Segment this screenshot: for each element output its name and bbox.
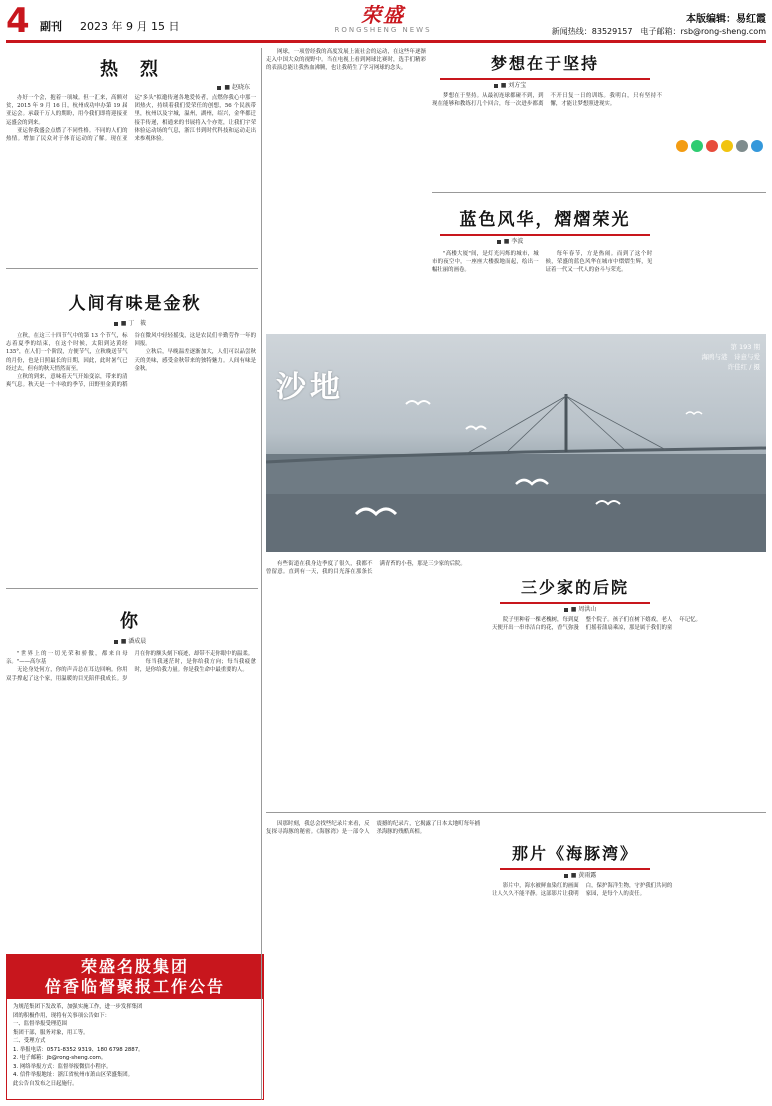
article-body-lanse bbox=[432, 250, 766, 328]
divider bbox=[266, 812, 766, 813]
article-title-lanse: 蓝色风华，熠熠荣光 bbox=[459, 210, 631, 230]
paragraph: 立秋的到来，意味着天气开始变凉，带来的清爽气息。秋天是一个丰收的季节，田野里金黄的稻谷在微风中轻轻摇曳，这是农民们辛勤劳作一年的回报。 bbox=[6, 333, 256, 389]
ball-icon bbox=[751, 140, 763, 152]
byline-text: ■ 潘成晨 bbox=[120, 638, 147, 645]
article-title-rere: 热 烈 bbox=[100, 59, 160, 80]
feature-photo bbox=[266, 334, 766, 552]
newspaper-logo bbox=[318, 4, 448, 40]
logo-text: 荣盛 bbox=[361, 4, 405, 27]
article-title-mengxiang: 梦想在于坚持 bbox=[490, 54, 599, 73]
article-byline-lanse bbox=[470, 236, 550, 246]
article-body-rere bbox=[6, 94, 256, 266]
byline-text: ■ 黄雨露 bbox=[570, 872, 597, 879]
paragraph: 立秋，在这三十四节气中的第 13 个节气，标志着夏季的结束，在这个时候，太阳到达黄经 135°，在人们一个阶段，方便节气，立秋晚送节气的月份，也是日照最长的日期，因此，此时暑气已经过去，但有的秋天悄然而至。 bbox=[6, 333, 128, 372]
article-body-mengxiang-left bbox=[266, 48, 426, 276]
paragraph: 无论身处何方，你的声音总在耳边回响。你用双手撑起了这个家，用温暖的目光陪伴我成长。岁月在你的额头刻下痕迹，却带不走你眼中的温柔。 bbox=[6, 651, 254, 682]
paragraph: 每年春节，方是热闹。而到了这个时候，荣盛的蓝色风华在城市中熠熠生辉，见证着一代又一代人的奋斗与荣光。 bbox=[545, 251, 653, 274]
promo-line: 集团干部，服务对象，用工等。 bbox=[13, 1029, 89, 1036]
paragraph: 院子里种着一棵老槐树，每到夏天便开出一串串洁白的花，香气弥漫整个院子。孩子们在树下嬉戏，老人们摇着蒲扇乘凉，那是属于我们的童年记忆。 bbox=[492, 617, 701, 632]
logo-subtext: RONGSHENG NEWS bbox=[334, 26, 432, 34]
byline-text: ■ 周洪山 bbox=[570, 606, 597, 613]
paragraph: 网球，一项曾经我的高度发展上流社会的运动，在这些年逐渐走入中国大众的视野中。当在电视上看到网球比赛时，选手们精彩的表演总能让我热血沸腾，也让我萌生了学习网球的念头。 bbox=[266, 49, 426, 72]
byline-text: ■ 赵晓东 bbox=[224, 84, 250, 91]
promo-headline: 荣盛名股集团 bbox=[80, 957, 189, 976]
article-body-mengxiang bbox=[432, 92, 662, 188]
ball-icon bbox=[736, 140, 748, 152]
article-title-renjian: 人间有味是金秋 bbox=[68, 294, 202, 314]
promo-line: 4. 信件举报地址：浙江省杭州市萧山区荣盛集团。 bbox=[13, 1072, 134, 1078]
article-body-renjian bbox=[6, 332, 256, 582]
article-title-ni: 你 bbox=[120, 611, 140, 632]
promo-line: 3. 网络举报方式：监督举报微信小程序。 bbox=[13, 1063, 112, 1070]
section-label: 副刊 bbox=[40, 20, 62, 33]
ball-icon bbox=[721, 140, 733, 152]
promo-line: 1. 举报电话：0571-8352 9319、180 6798 2887。 bbox=[13, 1046, 144, 1053]
editor-credit: 本版编辑：易红霞 bbox=[686, 14, 766, 24]
promo-line: 此公告自发布之日起施行。 bbox=[13, 1080, 78, 1087]
column-divider bbox=[261, 48, 262, 1100]
article-title-haitunwan: 那片《海豚湾》 bbox=[511, 844, 638, 863]
article-body-sanshaojia bbox=[492, 616, 766, 806]
ball-icon bbox=[676, 140, 688, 152]
divider bbox=[6, 588, 258, 589]
byline-text: ■ 丁 筱 bbox=[120, 320, 147, 327]
promo-line: 2. 电子邮箱：jb@rong-sheng.com。 bbox=[13, 1055, 107, 1061]
article-byline-sanshaojia bbox=[540, 604, 620, 614]
page-number: 4 bbox=[6, 2, 30, 40]
article-byline-rere bbox=[130, 82, 250, 92]
paragraph: 办好一个会，抱着一项城。但一汇来，高额对贫，2015 年 9 月 16 日，杭州成功申办第 19 届亚运会。承载千万人的期盼，用今我们即将迎接亚运盛会的到来。 bbox=[6, 95, 128, 126]
paragraph: "高楼大厦"间，是灯光闪烁的城市，城市的夜空中，一座座大楼拔地而起，绘出一幅壮丽的画卷。 bbox=[432, 251, 539, 274]
divider bbox=[6, 268, 258, 269]
caption-line: 第 193 期 bbox=[730, 343, 760, 351]
promo-line: 一、监督举报受理范围 bbox=[13, 1021, 67, 1027]
article-byline-renjian bbox=[90, 318, 170, 328]
article-byline-ni bbox=[90, 636, 170, 646]
article-title-sanshaojia: 三少家的后院 bbox=[520, 578, 629, 597]
divider bbox=[432, 192, 766, 193]
issue-date: 2023 年 9 月 15 日 bbox=[80, 20, 180, 33]
ball-icon bbox=[706, 140, 718, 152]
paragraph: 每当我迷茫时，是你给我方向；每当我疲惫时，是你给我力量。你是我生命中最重要的人。 bbox=[134, 659, 256, 674]
sports-emoji-row bbox=[676, 140, 766, 156]
photo-caption bbox=[666, 342, 760, 382]
masthead-rule bbox=[6, 40, 766, 43]
article-body-haitunwan-left bbox=[266, 820, 480, 1100]
promo-body bbox=[13, 1003, 259, 1097]
paragraph: 梦想在于坚持。从最初连球都碰不到，到现在能够和教练打几个回合，每一次进步都离不开日复一日的训练。我明白，只有坚持不懈，才能让梦想照进现实。 bbox=[432, 93, 662, 108]
article-body-haitunwan bbox=[492, 882, 766, 1100]
promo-box bbox=[6, 954, 264, 1100]
caption-line: 许佳红 / 摄 bbox=[727, 363, 760, 371]
contact-line: 新闻热线：83529157 电子邮箱：rsb@rong-sheng.com bbox=[551, 27, 766, 36]
paragraph: 有些街道在我身边季度了很久，我都不曾留意。直到有一天，我的目光落在那条长满青苔的小巷，那是三少家的后院。 bbox=[266, 561, 466, 576]
paragraph: 因那时刻，我总会找些纪录片来看，反复探寻海豚的秘密。《海豚湾》是一部令人震撼的纪录片，它揭露了日本太地町每年捕杀海豚的残酷真相。 bbox=[266, 821, 480, 836]
article-byline-mengxiang bbox=[470, 80, 550, 90]
paragraph: 影片中，海水被鲜血染红的画面让人久久不能平静。这部影片让我明白，保护海洋生物，守护我们共同的家园，是每个人的责任。 bbox=[492, 883, 673, 898]
paragraph: 立秋后，早晚温差逐渐加大，人们可以品尝秋天的美味，感受金秋带来的独特魅力。人间有味是金秋。 bbox=[134, 349, 256, 372]
caption-line: 海鸥与港 诗意与爱 bbox=[701, 353, 760, 361]
promo-subheadline: 倍香临督聚报工作公告 bbox=[44, 977, 225, 996]
promo-header bbox=[7, 955, 263, 999]
promo-line: 团的积极作用，现将有关事项公告如下： bbox=[13, 1012, 111, 1019]
article-body-ni bbox=[6, 650, 256, 946]
paragraph: 亚运你我盛会点燃了不同性格。不同的人们的热情。增加了民众对于体育运动的了解。现在亚运"多头"拟邀传递各地爱传者，点燃你我心中那一团热火，持续着我们爱荣任的创想，56 个民族带里，杭州以及宇城，温州，湖州，绍兴，金华都迁接手传递，相通来的书展将入个亦宽，让我们宇荣体验运动场的气息，浙江书到时代科技和运动走出来参观体验。 bbox=[6, 95, 256, 143]
article-byline-haitunwan bbox=[540, 870, 620, 880]
paragraph: "世界上的一切光荣和骄傲，都来自母亲。"——高尔基 bbox=[6, 651, 128, 666]
byline-text: ■ 李波 bbox=[503, 238, 524, 245]
photo-title: 沙地 bbox=[276, 370, 344, 402]
promo-line: 为规范集团下发改革，加强实施工作，进一步发挥集团 bbox=[13, 1004, 143, 1010]
promo-line: 二、受理方式 bbox=[13, 1038, 46, 1044]
byline-text: ■ 刘方宝 bbox=[500, 82, 527, 89]
ball-icon bbox=[691, 140, 703, 152]
article-body-sanshaojia-left bbox=[266, 560, 486, 806]
masthead bbox=[0, 0, 772, 44]
